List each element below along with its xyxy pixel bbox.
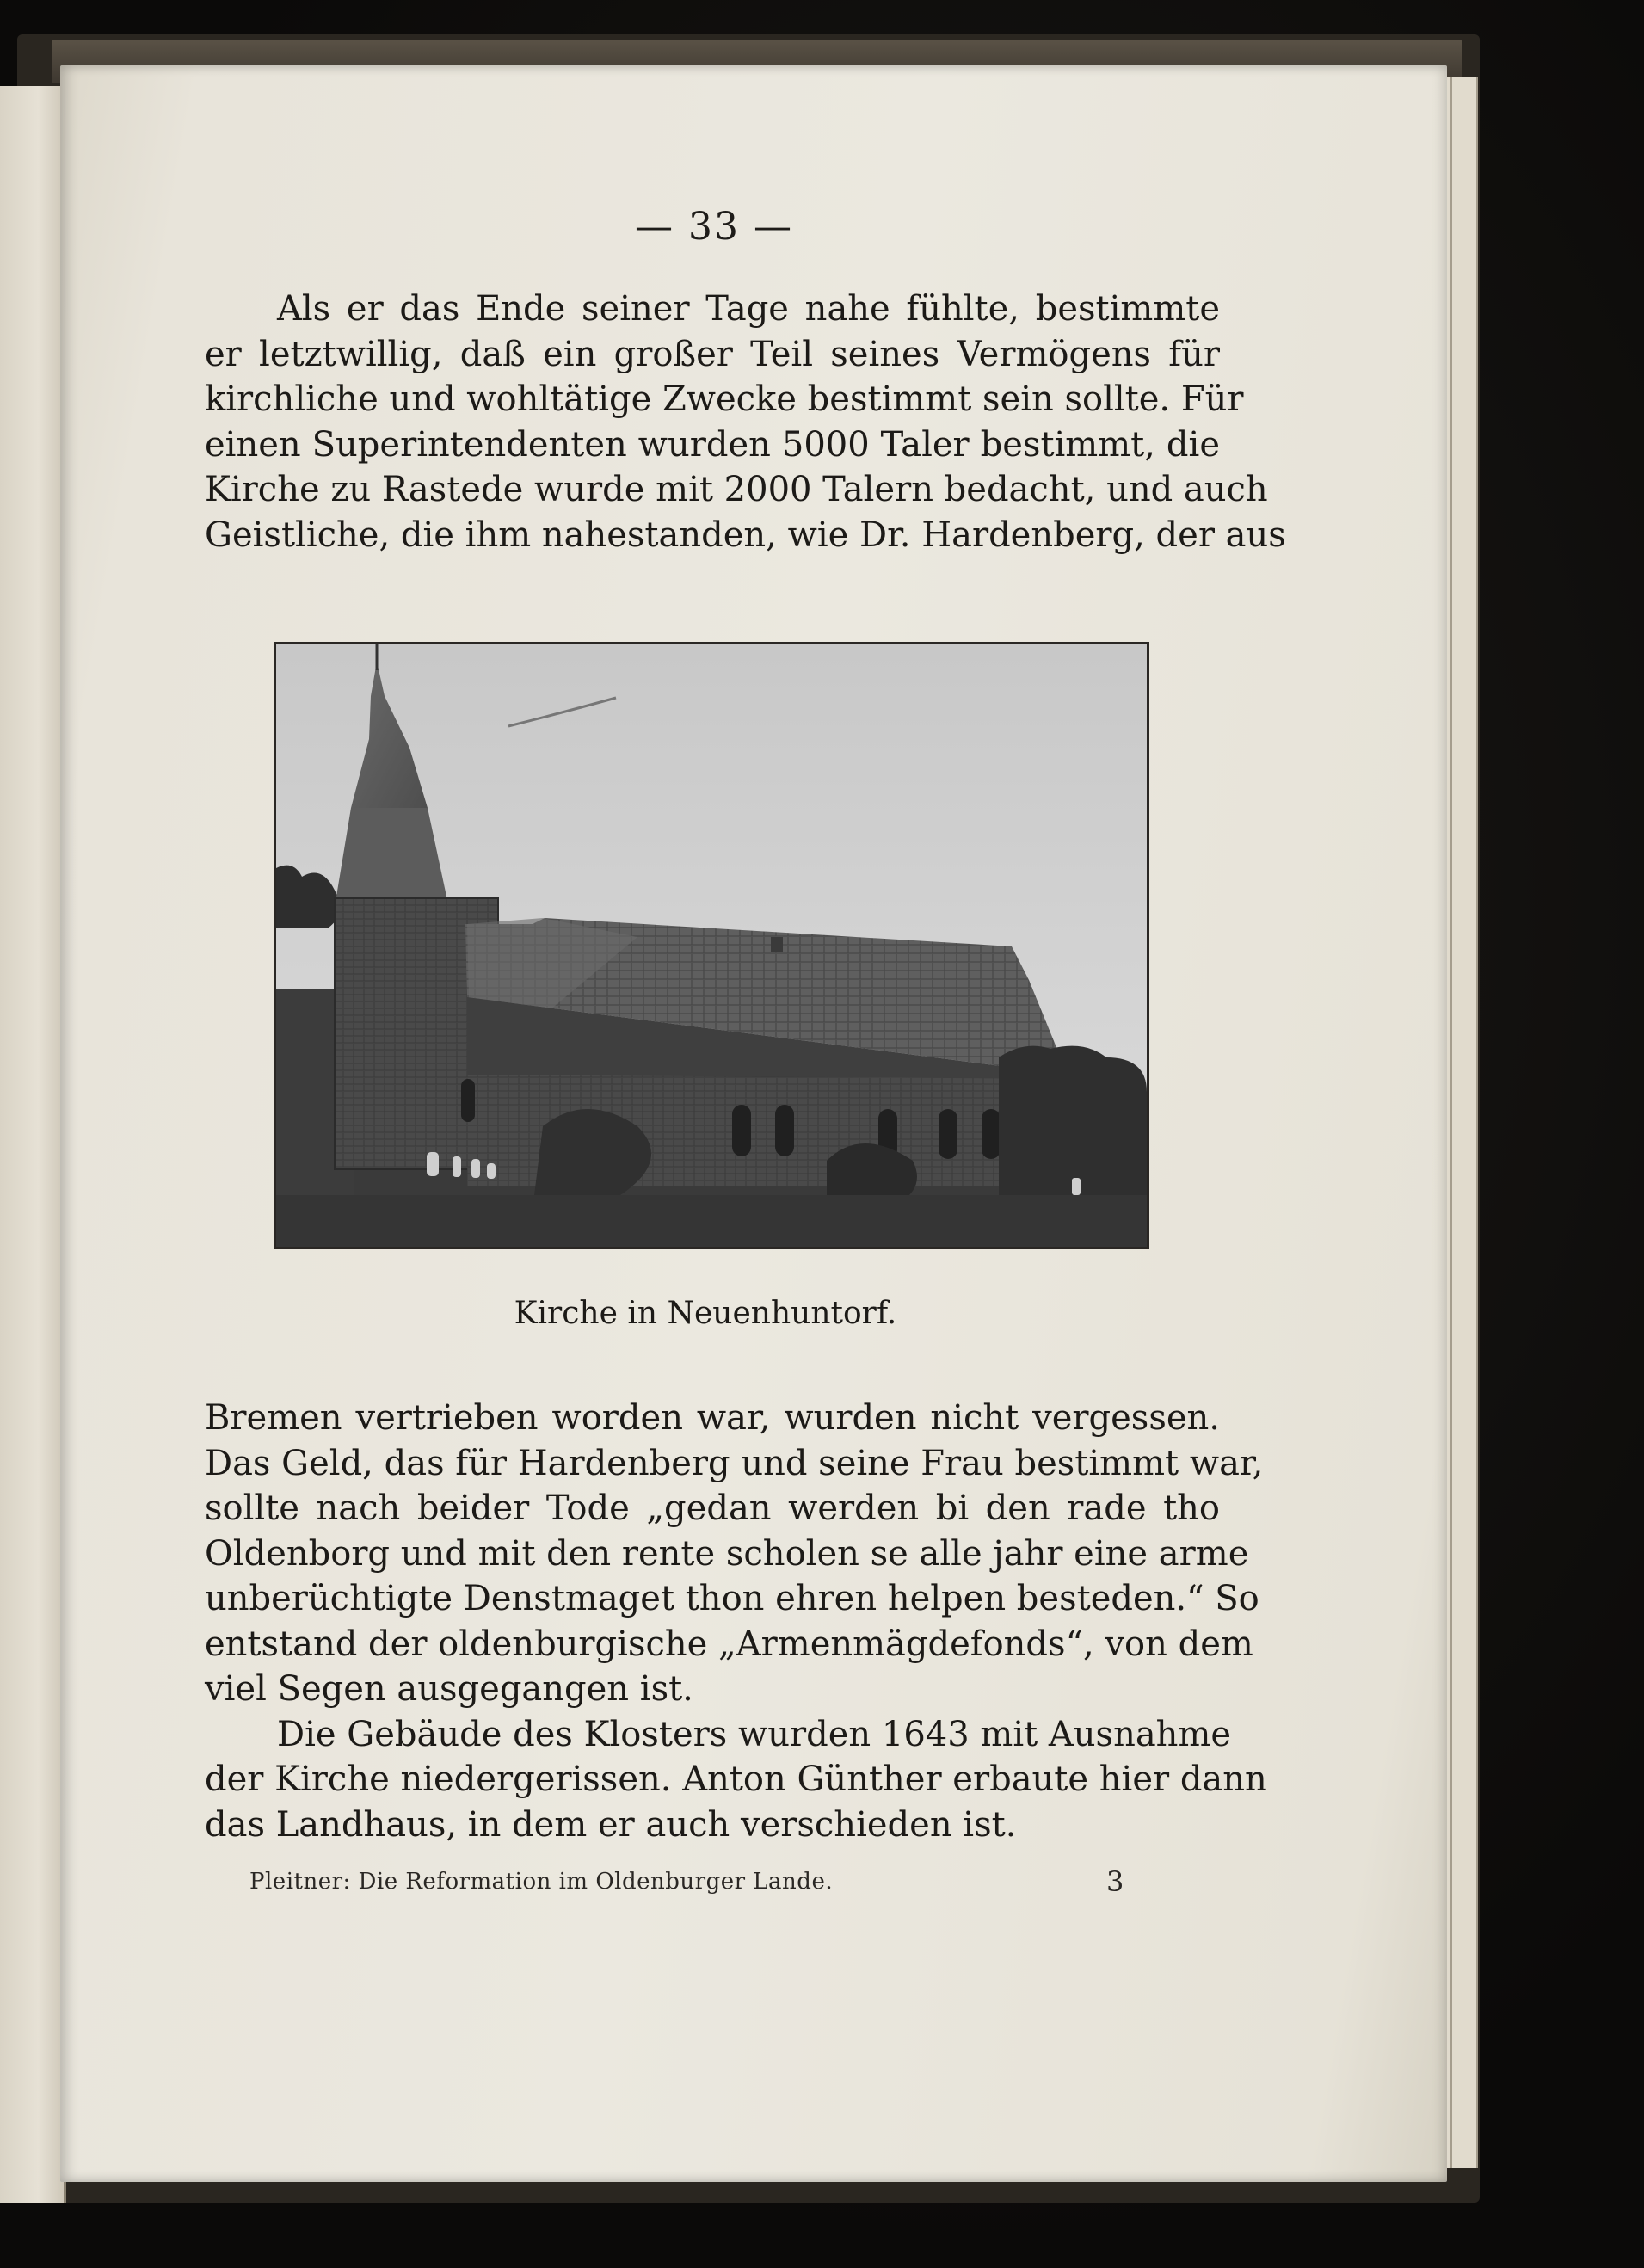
- text-line: einen Superintendenten wurden 5000 Taler bestimmt, die: [205, 424, 1220, 465]
- text-line: sollte nach beider Tode „gedan werden bi den rade tho: [205, 1488, 1220, 1528]
- text-line: Das Geld, das für Hardenberg und seine Frau bestimmt war,: [205, 1443, 1264, 1483]
- previous-page-edge: [0, 86, 66, 2203]
- text-line: Geistliche, die ihm nahestanden, wie Dr. Hardenberg, der aus: [205, 515, 1286, 555]
- footer-citation: Pleitner: Die Reformation im Oldenburger Lande.: [249, 1869, 834, 1895]
- text-line: entstand der oldenburgische „Armenmägdefonds“, von dem: [205, 1624, 1253, 1664]
- figure-caption: Kirche in Neuenhuntorf.: [514, 1296, 897, 1331]
- page-stack-edge: [1466, 77, 1478, 2168]
- text-line: Bremen vertrieben worden war, wurden nicht vergessen.: [205, 1398, 1220, 1438]
- text-line: das Landhaus, in dem er auch verschieden ist.: [205, 1804, 1017, 1845]
- text-line: der Kirche niedergerissen. Anton Günther erbaute hier dann: [205, 1760, 1267, 1799]
- church-photograph: [274, 642, 1149, 1249]
- text-line: viel Segen ausgegangen ist.: [205, 1669, 693, 1709]
- paragraph-1: [205, 287, 1286, 558]
- text-line: Die Gebäude des Klosters wurden 1643 mit Ausnahme: [277, 1714, 1232, 1754]
- church-illustration: [276, 644, 1147, 1247]
- text-line: Kirche zu Rastede wurde mit 2000 Talern bedacht, und auch: [205, 470, 1268, 509]
- text-line: Oldenborg und mit den rente scholen se alle jahr eine arme: [205, 1533, 1249, 1574]
- text-line: Als er das Ende seiner Tage nahe fühlte, bestimmte: [277, 289, 1220, 329]
- signature-mark: 3: [1106, 1865, 1124, 1898]
- page-number-header: — 33 —: [635, 205, 793, 249]
- paragraph-2: [205, 1396, 1267, 1847]
- text-line: kirchliche und wohltätige Zwecke bestimmt sein sollte. Für: [205, 379, 1244, 419]
- text-line: er letztwillig, daß ein großer Teil seines Vermögens für: [205, 334, 1220, 374]
- text-line: unberüchtigte Denstmaget thon ehren helpen besteden.“ So: [205, 1579, 1259, 1618]
